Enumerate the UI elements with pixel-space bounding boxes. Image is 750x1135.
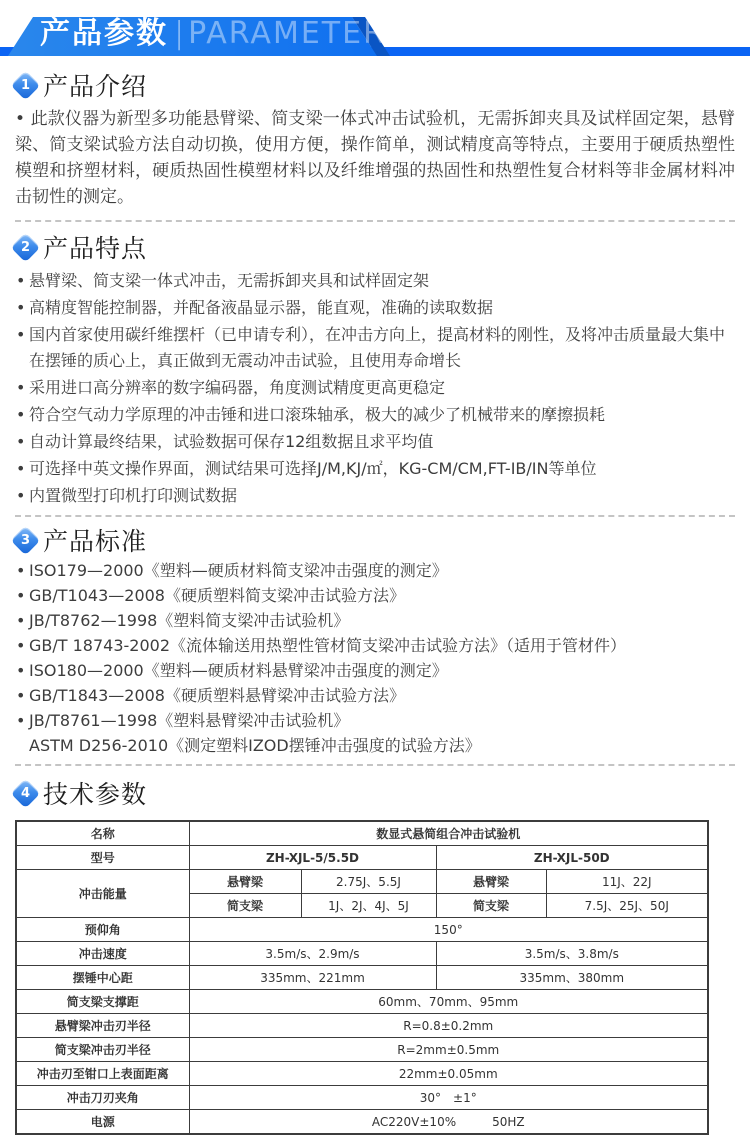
spec-label: 冲击速度 <box>16 942 189 966</box>
standards-list <box>15 559 735 758</box>
standard-item: • ISO179—2000《塑料—硬质材料简支梁冲击强度的测定》 <box>15 559 735 583</box>
spec-value: 3.5m/s、2.9m/s <box>189 942 436 966</box>
section-3-number: 3 <box>20 532 31 548</box>
spec-value: AC220V±10% 50HZ <box>189 1110 708 1135</box>
feature-item: • 自动计算最终结果，试验数据可保存12组数据且求平均值 <box>15 429 735 455</box>
standard-item: • ISO180—2000《塑料—硬质材料悬臂梁冲击强度的测定》 <box>15 659 735 683</box>
spec-value: 335mm、380mm <box>436 966 708 990</box>
table-row <box>16 821 708 846</box>
spec-label: 冲击刀刃夹角 <box>16 1086 189 1110</box>
table-row <box>16 942 708 966</box>
spec-value: 60mm、70mm、95mm <box>189 990 708 1014</box>
spec-value: ZH-XJL-5/5.5D <box>189 846 436 870</box>
features-list <box>15 268 735 509</box>
section-3-diamond-icon <box>11 525 41 555</box>
section-1-number: 1 <box>20 77 31 93</box>
table-row <box>16 990 708 1014</box>
section-1-diamond-icon <box>11 70 41 100</box>
dashed-divider <box>15 515 735 517</box>
spec-sublabel: 简支梁 <box>436 894 546 918</box>
table-row <box>16 918 708 942</box>
section-3-title: 产品标准 <box>43 527 148 556</box>
table-row <box>16 1014 708 1038</box>
spec-value: 7.5J、25J、50J <box>546 894 708 918</box>
feature-item: • 采用进口高分辨率的数字编码器，角度测试精度更高更稳定 <box>15 375 735 401</box>
spec-value: 30° ±1° <box>189 1086 708 1110</box>
section-4-number: 4 <box>20 785 31 801</box>
dashed-divider <box>15 764 735 766</box>
feature-item: • 高精度智能控制器，并配备液晶显示器，能直观，准确的读取数据 <box>15 295 735 321</box>
spec-label: 名称 <box>16 821 189 846</box>
banner-separator: | <box>174 16 185 51</box>
section-specs-heading <box>15 778 735 808</box>
spec-value: 150° <box>189 918 708 942</box>
standard-item: • GB/T 18743-2002《流体输送用热塑性管材简支梁冲击试验方法》（适用于管材件） <box>15 634 735 658</box>
feature-item: • 国内首家使用碳纤维摆杆（已申请专利），在冲击方向上，提高材料的刚性，及将冲击质量最大集中在摆锤的质心上，真正做到无震动冲击试验，且使用寿命增长 <box>15 322 735 374</box>
spec-label: 电源 <box>16 1110 189 1135</box>
spec-label: 悬臂梁冲击刃半径 <box>16 1014 189 1038</box>
section-1-title: 产品介绍 <box>43 72 148 101</box>
table-row <box>16 1110 708 1135</box>
standard-item: • JB/T8762—1998《塑料简支梁冲击试验机》 <box>15 609 735 633</box>
table-row <box>16 1086 708 1110</box>
spec-label: 简支梁冲击刃半径 <box>16 1038 189 1062</box>
standard-item: ASTM D256-2010《测定塑料IZOD摆锤冲击强度的试验方法》 <box>29 736 481 755</box>
table-row <box>16 1038 708 1062</box>
spec-value: 数显式悬简组合冲击试验机 <box>189 821 708 846</box>
spec-label: 型号 <box>16 846 189 870</box>
banner-title <box>40 13 407 55</box>
spec-sublabel: 悬臂梁 <box>436 870 546 894</box>
spec-sublabel: 简支梁 <box>189 894 301 918</box>
spec-value: 1J、2J、4J、5J <box>301 894 436 918</box>
feature-item: • 可选择中英文操作界面，测试结果可选择J/M,KJ/㎡，KG-CM/CM,FT-IB/IN等单位 <box>15 456 735 482</box>
spec-label: 简支梁支撑距 <box>16 990 189 1014</box>
table-row <box>16 966 708 990</box>
table-row <box>16 1062 708 1086</box>
spec-label: 冲击能量 <box>16 870 189 918</box>
feature-item: • 内置微型打印机打印测试数据 <box>15 483 735 509</box>
section-2-diamond-icon <box>11 232 41 262</box>
table-row <box>16 870 708 894</box>
section-4-title: 技术参数 <box>43 780 148 809</box>
table-row <box>16 846 708 870</box>
standard-item: • GB/T1043—2008《硬质塑料简支梁冲击试验方法》 <box>15 584 735 608</box>
standard-item: • JB/T8761—1998《塑料悬臂梁冲击试验机》 <box>15 709 735 733</box>
section-2-title: 产品特点 <box>43 234 148 263</box>
standard-item: • GB/T1843—2008《硬质塑料悬臂梁冲击试验方法》 <box>15 684 735 708</box>
section-4-diamond-icon <box>11 778 41 808</box>
section-intro-heading <box>15 70 735 100</box>
section-standards-heading <box>15 525 735 555</box>
spec-value: 11J、22J <box>546 870 708 894</box>
spec-label: 摆锤中心距 <box>16 966 189 990</box>
spec-value: 22mm±0.05mm <box>189 1062 708 1086</box>
spec-value: R=0.8±0.2mm <box>189 1014 708 1038</box>
spec-value: R=2mm±0.5mm <box>189 1038 708 1062</box>
section-2-number: 2 <box>20 239 31 255</box>
banner-title-zh: 产品参数 <box>40 16 168 51</box>
feature-item: • 悬臂梁、简支梁一体式冲击，无需拆卸夹具和试样固定架 <box>15 268 735 294</box>
section-features-heading <box>15 232 735 262</box>
spec-label: 冲击刃至钳口上表面距离 <box>16 1062 189 1086</box>
banner-title-en: PARAMETERS <box>188 16 407 51</box>
spec-value: 3.5m/s、3.8m/s <box>436 942 708 966</box>
spec-value: 2.75J、5.5J <box>301 870 436 894</box>
dashed-divider <box>15 220 735 222</box>
spec-label: 预仰角 <box>16 918 189 942</box>
intro-paragraph: • 此款仪器为新型多功能悬臂梁、简支梁一体式冲击试验机，无需拆卸夹具及试样固定架，悬臂梁、简支梁试验方法自动切换，使用方便，操作简单，测试精度高等特点，主要用于硬质热塑性模塑和挤塑材料，硬质热固性模塑材料以及纤维增强的热固性和热塑性复合材料等非金属材料冲击韧性的测定。 <box>15 106 735 210</box>
spec-table <box>15 820 709 1135</box>
spec-value: ZH-XJL-50D <box>436 846 708 870</box>
spec-sublabel: 悬臂梁 <box>189 870 301 894</box>
parameters-banner <box>0 0 750 56</box>
spec-value: 335mm、221mm <box>189 966 436 990</box>
feature-item: • 符合空气动力学原理的冲击锤和进口滚珠轴承，极大的减少了机械带来的摩擦损耗 <box>15 402 735 428</box>
